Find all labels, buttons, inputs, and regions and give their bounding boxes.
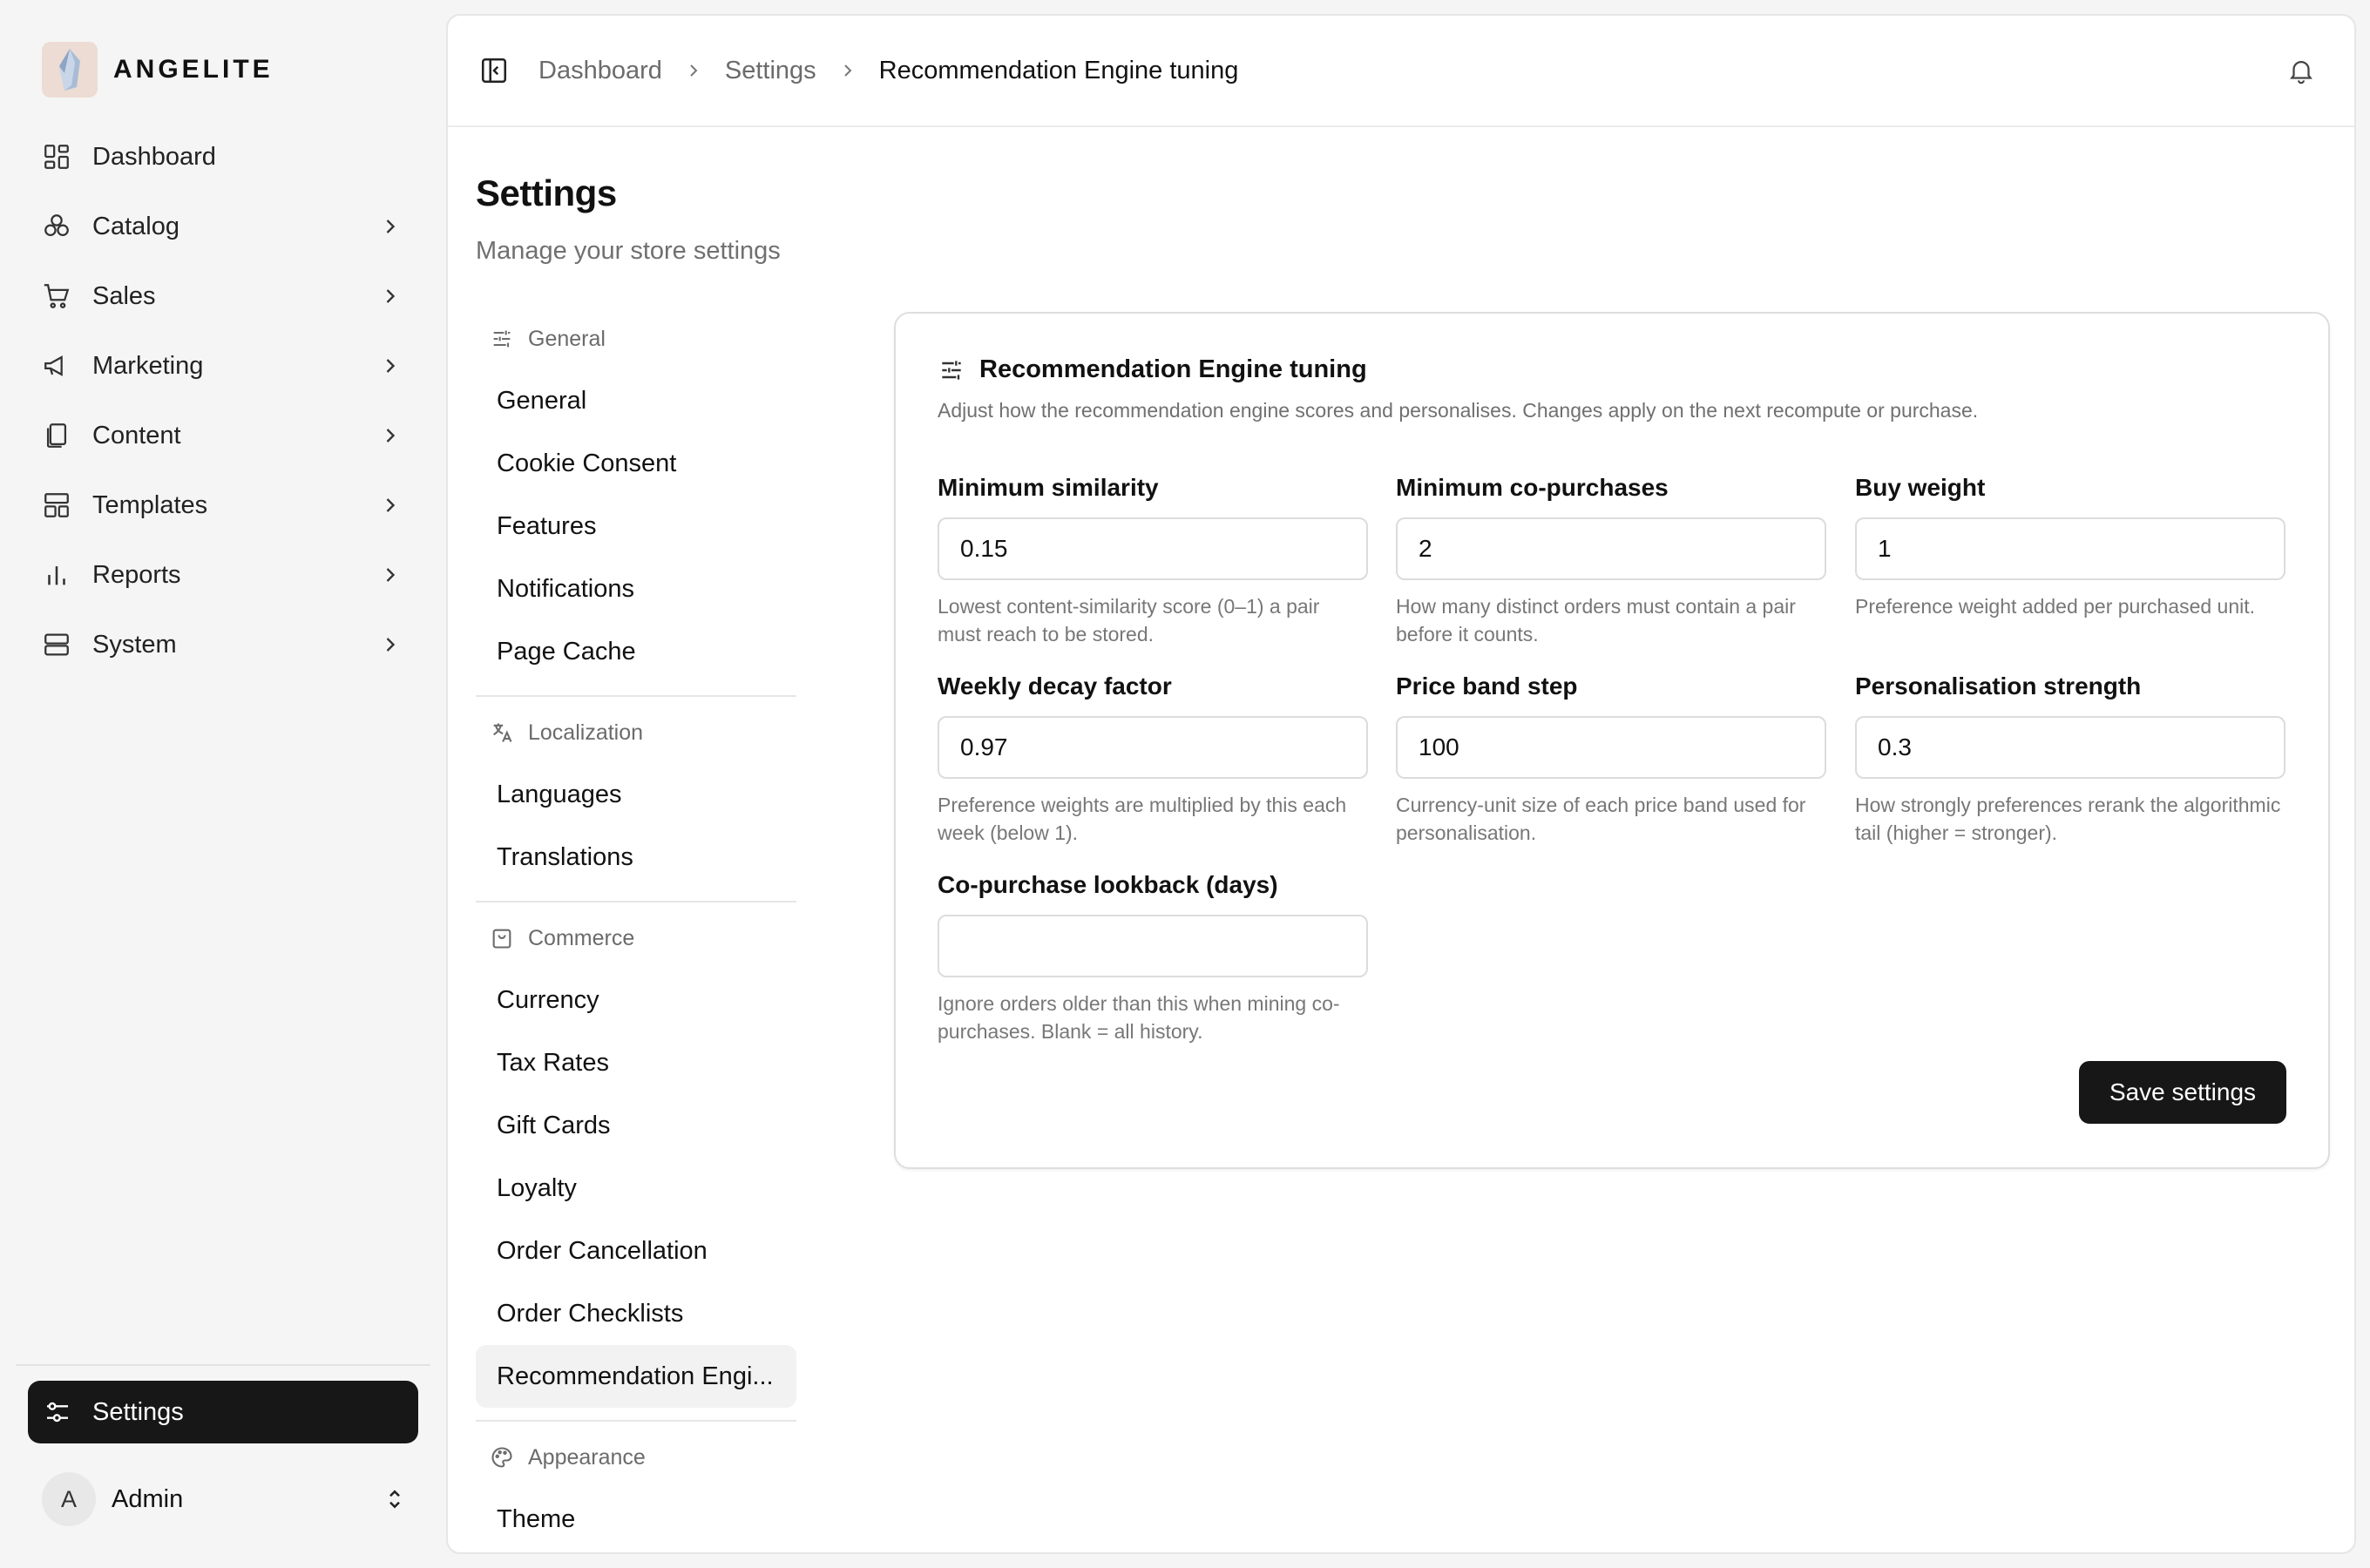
subnav-group-label: Commerce: [528, 925, 635, 950]
cart-icon: [42, 281, 71, 311]
recommendation-engine-card: [894, 312, 2330, 1169]
nav-item-system[interactable]: [26, 610, 418, 679]
nav-item-label: Catalog: [92, 212, 179, 240]
catalog-icon: [42, 212, 71, 241]
subnav-divider: [476, 901, 796, 902]
save-settings-button[interactable]: Save settings: [2079, 1061, 2286, 1124]
subnav-item-page-cache[interactable]: Page Cache: [497, 637, 636, 666]
palette-icon: [490, 1445, 514, 1470]
field-price-band-step: [1396, 672, 1826, 847]
card-description: Adjust how the recommendation engine scores and personalises. Changes apply on the next recompute or purchase.: [938, 399, 1979, 422]
page-title: Settings: [476, 172, 617, 213]
content-icon: [42, 421, 71, 450]
subnav-divider: [476, 695, 796, 697]
nav-item-label: Marketing: [92, 351, 204, 380]
subnav-group-label: Appearance: [528, 1444, 646, 1470]
field-label: Co-purchase lookback (days): [938, 871, 1278, 898]
nav-item-sales[interactable]: [26, 261, 418, 331]
user-menu[interactable]: [42, 1472, 408, 1526]
personalisation-strength-input[interactable]: [1855, 716, 2285, 779]
field-help: Currency-unit size of each price band used for personalisation.: [1396, 794, 1806, 844]
chevron-right-icon: [378, 214, 403, 239]
user-name: Admin: [112, 1484, 184, 1513]
brand[interactable]: [42, 42, 274, 98]
crystal-logo: [42, 42, 98, 98]
field-label: Minimum similarity: [938, 474, 1159, 501]
server-icon: [42, 630, 71, 659]
field-co-purchase-lookback: [938, 871, 1368, 1045]
reports-icon: [42, 560, 71, 590]
nav-item-label: Templates: [92, 490, 208, 519]
chevron-right-icon: [683, 60, 704, 81]
buy-weight-input[interactable]: [1855, 517, 2285, 580]
dashboard-icon: [42, 142, 71, 172]
nav-item-reports[interactable]: [26, 540, 418, 610]
subnav-group-appearance: [476, 1427, 796, 1488]
subnav-divider: [476, 1420, 796, 1422]
settings-sliders-icon: [44, 1398, 71, 1426]
chevron-up-down-icon: [382, 1486, 408, 1512]
subnav-item-order-checklists[interactable]: Order Checklists: [497, 1299, 684, 1328]
page-subtitle: Manage your store settings: [476, 237, 781, 265]
app-sidebar: [0, 0, 444, 1568]
subnav-item-notifications[interactable]: Notifications: [497, 574, 634, 603]
subnav-item-cookie-consent[interactable]: Cookie Consent: [497, 449, 677, 477]
field-help: Ignore orders older than this when mining co-purchases. Blank = all history.: [938, 992, 1340, 1043]
nav-item-settings[interactable]: [28, 1381, 418, 1443]
subnav-group-localization: [476, 702, 796, 763]
card-header: [938, 355, 1367, 384]
field-label: Buy weight: [1855, 474, 1986, 501]
settings-subnav: [476, 308, 796, 1551]
main-panel: [446, 14, 2356, 1554]
subnav-item-loyalty[interactable]: Loyalty: [497, 1173, 577, 1202]
subnav-item-recommendation-engine[interactable]: Recommendation Engi...: [476, 1345, 796, 1408]
subnav-group-commerce: [476, 908, 796, 969]
weekly-decay-factor-input[interactable]: [938, 716, 1368, 779]
megaphone-icon: [42, 351, 71, 381]
chevron-right-icon: [378, 423, 403, 448]
field-minimum-co-purchases: [1396, 474, 1826, 648]
nav-item-label: Content: [92, 421, 181, 449]
chevron-right-icon: [378, 284, 403, 308]
field-label: Price band step: [1396, 672, 1578, 700]
field-label: Weekly decay factor: [938, 672, 1172, 700]
topbar: [448, 16, 2354, 127]
field-label: Personalisation strength: [1855, 672, 2142, 700]
field-weekly-decay-factor: [938, 672, 1368, 847]
translate-icon: [490, 720, 514, 745]
subnav-item-currency[interactable]: Currency: [497, 985, 599, 1014]
brand-name: ANGELITE: [113, 55, 274, 84]
field-minimum-similarity: [938, 474, 1368, 648]
nav-item-templates[interactable]: [26, 470, 418, 540]
sidebar-divider: [16, 1364, 430, 1366]
subnav-item-gift-cards[interactable]: Gift Cards: [497, 1111, 611, 1139]
field-help: Lowest content-similarity score (0–1) a pair must reach to be stored.: [938, 595, 1320, 645]
nav-item-label: System: [92, 630, 177, 659]
shopping-bag-icon: [490, 926, 514, 950]
sliders-icon: [938, 356, 965, 384]
sidebar-toggle-icon[interactable]: [479, 56, 509, 85]
field-help: Preference weight added per purchased unit.: [1855, 595, 2256, 618]
field-buy-weight: [1855, 474, 2285, 620]
templates-icon: [42, 490, 71, 520]
field-help: How many distinct orders must contain a pair before it counts.: [1396, 595, 1796, 645]
card-title: Recommendation Engine tuning: [979, 355, 1367, 383]
nav-item-label: Settings: [92, 1397, 184, 1426]
main-nav: [26, 122, 418, 679]
nav-item-catalog[interactable]: [26, 192, 418, 261]
chevron-right-icon: [378, 354, 403, 378]
chevron-right-icon: [837, 60, 858, 81]
avatar: A: [42, 1472, 96, 1526]
nav-item-label: Reports: [92, 560, 181, 589]
minimum-similarity-input[interactable]: [938, 517, 1368, 580]
nav-item-label: Sales: [92, 281, 156, 310]
nav-item-dashboard[interactable]: [26, 122, 418, 192]
subnav-item-features[interactable]: Features: [497, 511, 597, 540]
chevron-right-icon: [378, 563, 403, 587]
co-purchase-lookback-input[interactable]: [938, 915, 1368, 977]
chevron-right-icon: [378, 493, 403, 517]
subnav-item-order-cancellation[interactable]: Order Cancellation: [497, 1236, 708, 1265]
breadcrumb-dashboard[interactable]: Dashboard: [538, 56, 662, 84]
subnav-item-general[interactable]: General: [497, 386, 587, 415]
price-band-step-input[interactable]: [1396, 716, 1826, 779]
subnav-group-label: Localization: [528, 720, 644, 745]
nav-item-marketing[interactable]: [26, 331, 418, 401]
field-help: Preference weights are multiplied by this each week (below 1).: [938, 794, 1347, 844]
subnav-item-translations[interactable]: Translations: [497, 842, 633, 871]
subnav-item-languages[interactable]: Languages: [497, 780, 622, 808]
sliders-icon: [490, 327, 514, 351]
subnav-group-label: General: [528, 326, 606, 351]
bell-icon[interactable]: [2286, 56, 2316, 85]
field-personalisation-strength: [1855, 672, 2285, 847]
subnav-group-general: [476, 308, 796, 369]
field-label: Minimum co-purchases: [1396, 474, 1669, 501]
breadcrumb-current: Recommendation Engine tuning: [878, 56, 1239, 84]
nav-item-label: Dashboard: [92, 142, 216, 171]
breadcrumb: [530, 57, 1247, 85]
chevron-right-icon: [378, 632, 403, 657]
subnav-item-theme[interactable]: Theme: [497, 1504, 576, 1533]
breadcrumb-settings[interactable]: Settings: [724, 56, 816, 84]
subnav-item-tax-rates[interactable]: Tax Rates: [497, 1048, 609, 1077]
nav-item-content[interactable]: [26, 401, 418, 470]
field-help: How strongly preferences rerank the algorithmic tail (higher = stronger).: [1855, 794, 2281, 844]
minimum-co-purchases-input[interactable]: [1396, 517, 1826, 580]
